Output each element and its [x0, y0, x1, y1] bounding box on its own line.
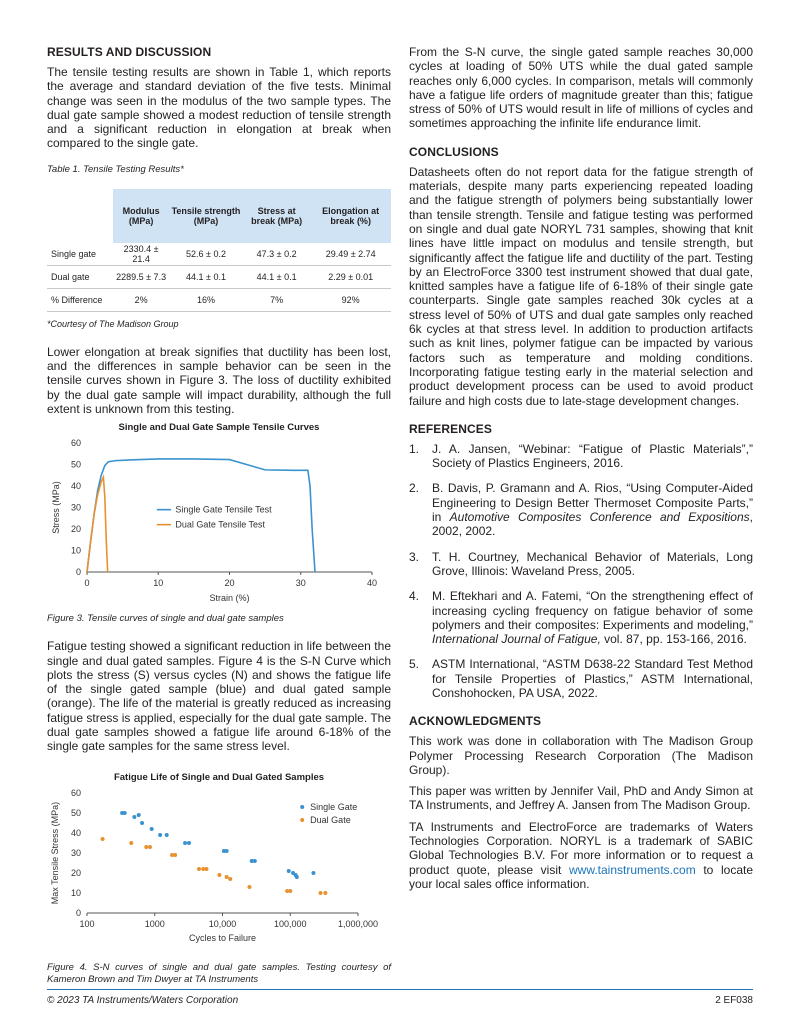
legend-label: Dual Gate — [310, 814, 351, 825]
figure-4-caption: Figure 4. S-N curves of single and dual gate samples. Testing courtesy of Kameron Brown and Tim Dwyer at TA Instruments — [47, 961, 391, 985]
table-row-label: % Difference — [47, 288, 113, 311]
table-caption: Table 1. Tensile Testing Results* — [47, 163, 184, 175]
results-heading: RESULTS AND DISCUSSION — [47, 45, 212, 59]
data-point-single-gate — [225, 849, 229, 853]
data-point-dual-gate — [319, 891, 323, 895]
data-point-single-gate — [187, 841, 191, 845]
results-paragraph: The tensile testing results are shown in Table 1, which reports the average and standard deviation of the five tests. Minimal change was seen in the modulus of the two sample types. The dual gate sample showed a modest reduction of tensile strength and a significant reduction in elongation at break when compared to the single gate. — [47, 65, 391, 151]
table-header-row — [47, 189, 391, 243]
x-tick-label: 10 — [153, 578, 164, 589]
table-cell: 7% — [243, 288, 311, 311]
table-header-elongation-at-break: Elongation at break (%) — [310, 189, 391, 243]
reference-number: 1. — [409, 441, 420, 456]
legend-swatch — [300, 818, 304, 822]
tensile-results-table — [47, 189, 391, 312]
fatigue-paragraph: Fatigue testing showed a significant reduction in life between the single and dual gated samples. Figure 4 is the S-N Curve which plots the stress (S) versus cycles (N) and shows the fatigue life of the single gated sample (blue) and dual gated sample (orange). The life of the material is greatly reduced as increasing fatigue stress is applied, especially for the dual gate sample. The dual gate samples showed a fatigue life around 6-18% of the single gate samples for the same stress level. — [47, 639, 391, 754]
ack-text: TA Instruments and ElectroForce are trademarks of Waters Technologies Corporation. NORYL is a trademark of SABIC Global Technologies B.V. For more information or to request a product quote, please visit — [409, 819, 753, 877]
data-point-dual-gate — [323, 891, 327, 895]
y-tick-label: 30 — [70, 847, 81, 858]
data-point-single-gate — [311, 871, 315, 875]
data-point-dual-gate — [288, 889, 292, 893]
data-point-dual-gate — [197, 867, 201, 871]
table-cell: 47.3 ± 0.2 — [243, 243, 311, 266]
y-tick-label: 10 — [70, 887, 81, 898]
x-tick-label: 40 — [366, 578, 378, 589]
data-point-single-gate — [287, 869, 291, 873]
x-axis-label: Cycles to Failure — [188, 932, 257, 943]
table-row — [47, 288, 391, 311]
x-tick-label: 100 — [79, 918, 95, 929]
reference-italic: International Journal of Fatigue, — [432, 632, 601, 647]
data-point-single-gate — [165, 833, 169, 837]
table-cell: 44.1 ± 0.1 — [243, 265, 311, 288]
ack-paragraph-1: This work was done in collaboration with The Madison Group Polymer Processing Research Corporation (The Madison Group). — [409, 734, 753, 777]
figure-4-title: Fatigue Life of Single and Dual Gated Samples — [113, 771, 325, 783]
data-point-single-gate — [123, 811, 127, 815]
footer-divider — [47, 989, 753, 990]
table-header-blank — [47, 189, 113, 243]
ack-paragraph-2: This paper was written by Jennifer Vail, PhD and Andy Simon at TA Instruments, and Jeffrey A. Jansen from The Madison Group. — [409, 784, 753, 813]
table-header-stress-at-break: Stress at break (MPa) — [243, 189, 311, 243]
table-cell: 44.1 ± 0.1 — [169, 265, 243, 288]
y-axis-label: Stress (MPa) — [51, 481, 61, 535]
table-row-label: Dual gate — [47, 265, 113, 288]
table-cell: 92% — [310, 288, 391, 311]
table-cell: 2.29 ± 0.01 — [310, 265, 391, 288]
y-tick-label: 40 — [70, 827, 81, 838]
data-point-single-gate — [150, 827, 154, 831]
reference-text: T. H. Courtney, Mechanical Behavior of Materials, Long Grove, Illinois: Waveland Press, 2005. — [432, 549, 753, 578]
data-point-dual-gate — [173, 853, 177, 857]
legend-label: Single Gate — [310, 801, 358, 812]
right-column — [409, 45, 753, 891]
tensile-chart — [47, 433, 391, 603]
y-tick-label: 60 — [70, 438, 81, 449]
table-row-label: Single gate — [47, 243, 113, 266]
reference-text-tail: , 2002, 2002. — [432, 510, 753, 539]
x-axis-label: Strain (%) — [209, 593, 250, 604]
figure-4 — [47, 772, 391, 956]
data-point-single-gate — [158, 833, 162, 837]
acknowledgments-heading: ACKNOWLEDGMENTS — [409, 714, 542, 729]
sn-paragraph: From the S-N curve, the single gated sample reaches 30,000 cycles at loading of 50% UTS while the dual gated sample reaches only 6,000 cycles. In comparison, metals will commonly have a fatigue life orders of magnitude greater than this; fatigue stress of 50% of UTS would result in life of millions of cycles and sometimes approaching the infinite life endurance limit. — [409, 45, 753, 131]
figure-3 — [47, 422, 391, 608]
y-tick-label: 60 — [70, 787, 81, 798]
y-tick-label: 40 — [70, 481, 81, 492]
reference-text: ASTM International, “ASTM D638-22 Standard Test Method for Tensile Properties of Plastics,” ASTM International, Conshohocken, PA USA, 2022. — [432, 657, 753, 700]
reference-text: J. A. Jansen, “Webinar: “Fatigue of Plastic Materials”,” Society of Plastics Engineers, 2016. — [432, 441, 753, 471]
data-point-dual-gate — [101, 837, 105, 841]
data-point-dual-gate — [148, 845, 152, 849]
conclusions-heading: CONCLUSIONS — [409, 144, 499, 159]
y-tick-label: 30 — [70, 502, 81, 513]
data-point-single-gate — [132, 815, 136, 819]
table-row — [47, 243, 391, 266]
legend-label: Single Gate Tensile Test — [175, 504, 272, 515]
y-tick-label: 0 — [75, 907, 81, 918]
x-tick-label: 1000 — [144, 918, 165, 929]
reference-number: 4. — [409, 589, 420, 604]
data-point-dual-gate — [204, 867, 208, 871]
data-point-dual-gate — [228, 877, 232, 881]
reference-number: 2. — [409, 481, 420, 496]
reference-text: M. Eftekhari and A. Fatemi, “On the strengthening effect of increasing cycling frequency on fatigue behavior of some polymers and their composites: Experiments and modeling,” — [432, 589, 753, 632]
reference-text-tail: vol. 87, pp. 153-166, 2016. — [600, 632, 747, 647]
y-tick-label: 50 — [70, 807, 81, 818]
reference-number: 5. — [409, 657, 420, 672]
table-cell: 2330.4 ± 21.4 — [113, 243, 169, 266]
table-row — [47, 265, 391, 288]
footer-copyright: © 2023 TA Instruments/Waters Corporation — [47, 995, 239, 1006]
footer-page-number: 2 EF038 — [715, 995, 753, 1006]
ack-text-tail: to locate your local sales office information. — [409, 862, 753, 891]
data-point-single-gate — [183, 841, 187, 845]
data-point-dual-gate — [247, 885, 251, 889]
table-header-modulus: Modulus (MPa) — [113, 189, 169, 243]
y-tick-label: 10 — [70, 545, 81, 556]
conclusions-paragraph: Datasheets often do not report data for the fatigue strength of materials, despite many parts experiencing repeated loading and the fatigue strength of polymers being substantially lower than tensile strength. Tensile and fatigue testing was performed on single and dual gate NORYL 731 samples, showing that knit lines have little impact on modulus and tensile strength, but significantly affect the fatigue life and ductility of the part. Testing by an ElectroForce 3300 test instrument showed that dual gate, knitted samples have a fatigue life of 6-18% of their single gate counterparts. Single gate samples reached 30k cycles at a stress level of 50% of UTS and dual gate samples only reached 6k cycles at that stress level. In addition to production artifacts such as knit lines, polymer fatigue can be impacted by various factors such as temperature and molding conditions. Incorporating fatigue testing early in the material selection and product development process can be used to avoid product failure and high costs due to late-stage development changes. — [409, 164, 753, 408]
x-tick-label: 30 — [295, 578, 306, 589]
table-cell: 16% — [169, 288, 243, 311]
data-point-single-gate — [137, 813, 141, 817]
y-tick-label: 50 — [70, 459, 81, 470]
table-cell: 52.6 ± 0.2 — [169, 243, 243, 266]
reference-item — [409, 550, 753, 579]
ack-paragraph-3 — [409, 820, 753, 891]
table-cell: 2289.5 ± 7.3 — [113, 265, 169, 288]
y-tick-label: 0 — [75, 567, 81, 578]
x-tick-label: 20 — [224, 578, 235, 589]
table-footnote: *Courtesy of The Madison Group — [47, 318, 179, 329]
x-tick-label: 100,000 — [273, 918, 307, 929]
elongation-paragraph: Lower elongation at break signifies that ductility has been lost, and the differences in sample behavior can be seen in the tensile curves shown in Figure 3. The loss of ductility exhibited by the dual gate sample will impact durability, although the full extent is unknown from this testing. — [47, 344, 391, 416]
x-tick-label: 10,000 — [208, 918, 237, 929]
reference-item — [409, 442, 753, 471]
legend-label: Dual Gate Tensile Test — [175, 519, 266, 530]
series-line-single-gate — [87, 459, 315, 572]
data-point-dual-gate — [225, 875, 229, 879]
fatigue-chart — [47, 783, 391, 951]
figure-3-title: Single and Dual Gate Sample Tensile Curves — [118, 422, 320, 434]
reference-item — [409, 481, 753, 538]
table-cell: 29.49 ± 2.74 — [310, 243, 391, 266]
reference-italic: Automotive Composites Conference and Expositions — [449, 510, 750, 525]
data-point-dual-gate — [217, 873, 221, 877]
data-point-dual-gate — [129, 841, 133, 845]
data-point-single-gate — [140, 821, 144, 825]
y-axis-label: Max Tensile Stress (MPa) — [50, 801, 60, 904]
references-list — [409, 442, 753, 700]
data-point-single-gate — [295, 875, 299, 879]
references-heading: REFERENCES — [409, 421, 493, 436]
website-link[interactable]: www.tainstruments.com — [568, 862, 696, 877]
x-tick-label: 1,000,000 — [337, 918, 379, 929]
x-tick-label: 0 — [84, 578, 90, 589]
data-point-single-gate — [253, 859, 257, 863]
legend-swatch — [300, 805, 304, 809]
table-cell: 2% — [113, 288, 169, 311]
figure-3-caption: Figure 3. Tensile curves of single and dual gate samples — [47, 613, 284, 625]
data-point-dual-gate — [144, 845, 148, 849]
reference-number: 3. — [409, 549, 420, 564]
y-tick-label: 20 — [70, 867, 81, 878]
reference-item — [409, 589, 753, 646]
left-column — [47, 45, 391, 986]
y-tick-label: 20 — [70, 524, 81, 535]
reference-item — [409, 657, 753, 700]
reference-text: B. Davis, P. Gramann and A. Rios, “Using Computer-Aided Engineering to Design Better Thermoset Composite Parts,” in — [432, 481, 753, 525]
table-header-tensile-strength: Tensile strength (MPa) — [169, 189, 243, 243]
